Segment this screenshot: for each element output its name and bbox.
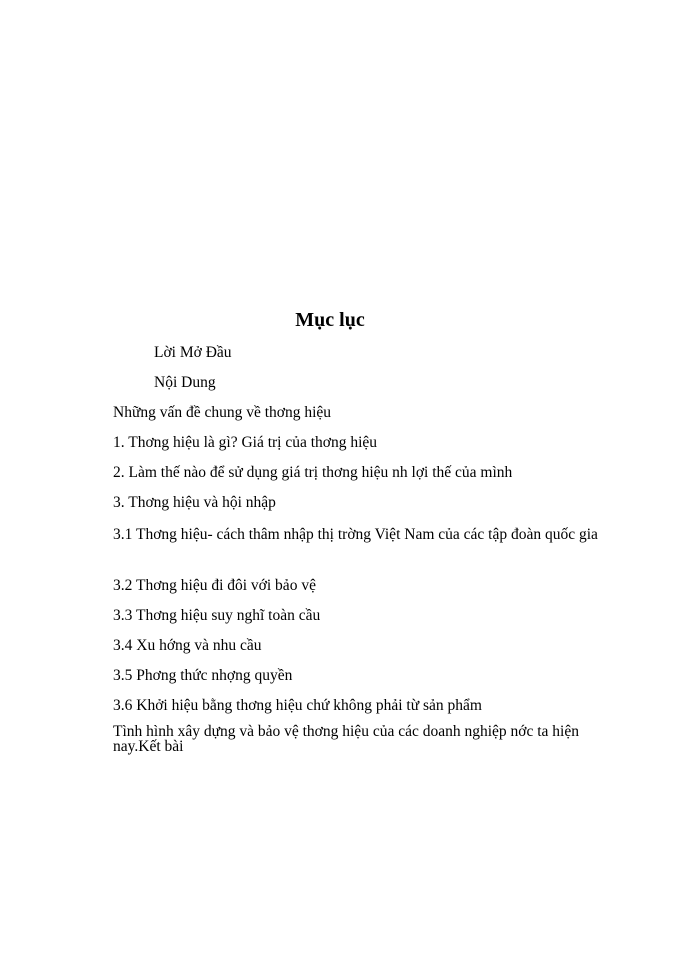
toc-entry-preface: Lời Mở Đầu: [154, 344, 232, 361]
toc-entry-3-4: 3.4 Xu hớng và nhu cầu: [113, 637, 262, 654]
toc-entry-2: 2. Làm thế nào để sử dụng giá trị thơng hiệu nh lợi thế của mình: [113, 464, 513, 481]
toc-entry-3-1: 3.1 Thơng hiệu- cách thâm nhập thị trờng Việt Nam của các tập đoàn quốc gia: [113, 526, 598, 543]
toc-entry-situation: Tình hình xây dựng và bảo vệ thơng hiệu của các doanh nghiệp nớc ta hiện nay.Kết bài: [113, 723, 579, 755]
toc-title: Mục lục: [295, 309, 365, 331]
toc-entry-3: 3. Thơng hiệu và hội nhập: [113, 494, 276, 511]
toc-entry-content: Nội Dung: [154, 374, 216, 391]
toc-entry-3-3: 3.3 Thơng hiệu suy nghĩ toàn cầu: [113, 607, 321, 624]
toc-entry-3-6: 3.6 Khởi hiệu bằng thơng hiệu chứ không phải từ sản phẩm: [113, 697, 482, 714]
toc-entry-3-5: 3.5 Phơng thức nhợng quyền: [113, 667, 293, 684]
toc-entry-general: Những vấn đề chung về thơng hiệu: [113, 404, 332, 421]
toc-entry-3-2: 3.2 Thơng hiệu đi đôi với bảo vệ: [113, 577, 316, 594]
toc-entry-1: 1. Thơng hiệu là gì? Giá trị của thơng hiệu: [113, 434, 378, 451]
